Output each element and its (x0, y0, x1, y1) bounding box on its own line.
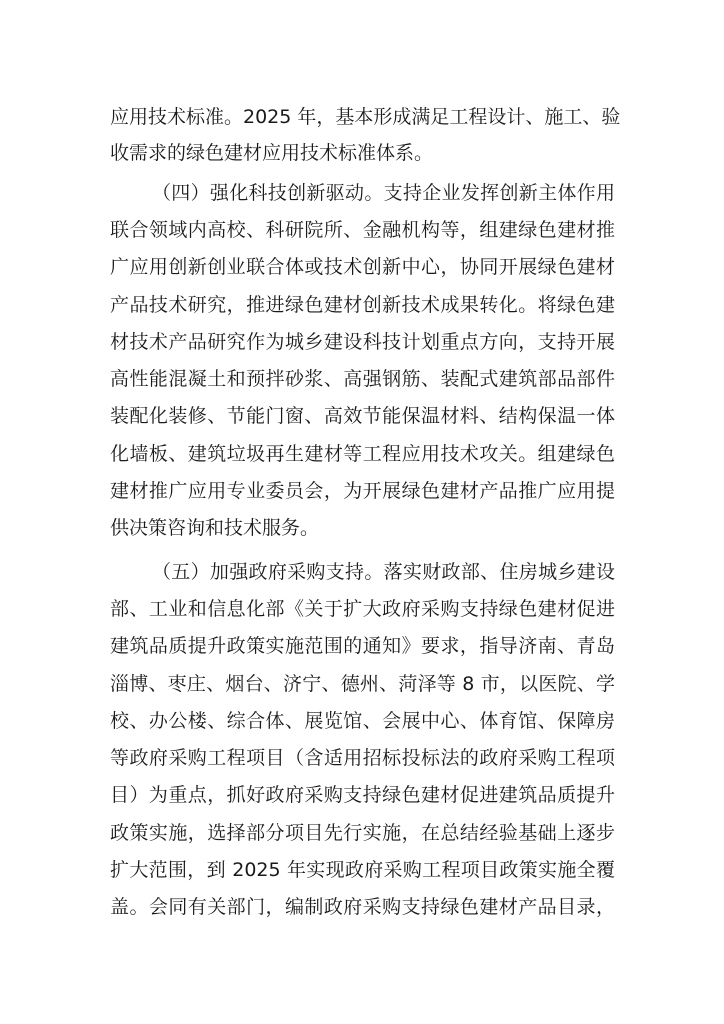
text-line: 供决策咨询和技术服务。 (110, 517, 320, 539)
text-line: 应用技术标准。2025 年，基本形成满足工程设计、施工、验 (110, 106, 621, 128)
paragraph-heading-line: （五）加强政府采购支持。落实财政部、住房城乡建设 (152, 561, 615, 583)
text-line: 政策实施，选择部分项目先行实施，在总结经验基础上逐步 (110, 822, 615, 844)
paragraph-heading-line: （四）强化科技创新驱动。支持企业发挥创新主体作用 (152, 182, 615, 204)
text-line: 扩大范围，到 2025 年实现政府采购工程项目政策实施全覆 (110, 859, 615, 881)
text-line: 等政府采购工程项目（含适用招标投标法的政府采购工程项 (110, 747, 615, 769)
text-line: 材技术产品研究作为城乡建设科技计划重点方向，支持开展 (110, 331, 615, 353)
text-line: 装配化装修、节能门窗、高效节能保温材料、结构保温一体 (110, 405, 615, 427)
text-line: 目）为重点，抓好政府采购支持绿色建材促进建筑品质提升 (110, 784, 615, 806)
text-line: 淄博、枣庄、烟台、济宁、德州、菏泽等 8 市，以医院、学 (110, 673, 615, 695)
text-line: 建筑品质提升政策实施范围的通知》要求，指导济南、青岛 (110, 635, 615, 657)
text-line: 产品技术研究，推进绿色建材创新技术成果转化。将绿色建 (110, 294, 615, 316)
text-line: 联合领域内高校、科研院所、金融机构等，组建绿色建材推 (110, 219, 615, 241)
text-line: 盖。会同有关部门，编制政府采购支持绿色建材产品目录， (110, 896, 615, 918)
text-line: 广应用创新创业联合体或技术创新中心，协同开展绿色建材 (110, 256, 615, 278)
text-line: 化墙板、建筑垃圾再生建材等工程应用技术攻关。组建绿色 (110, 443, 615, 465)
text-line: 收需求的绿色建材应用技术标准体系。 (110, 142, 434, 164)
text-line: 校、办公楼、综合体、展览馆、会展中心、体育馆、保障房 (110, 710, 615, 732)
text-line: 部、工业和信息化部《关于扩大政府采购支持绿色建材促进 (110, 598, 615, 620)
text-line: 建材推广应用专业委员会，为开展绿色建材产品推广应用提 (110, 480, 615, 502)
text-line: 高性能混凝土和预拌砂浆、高强钢筋、装配式建筑部品部件 (110, 368, 615, 390)
